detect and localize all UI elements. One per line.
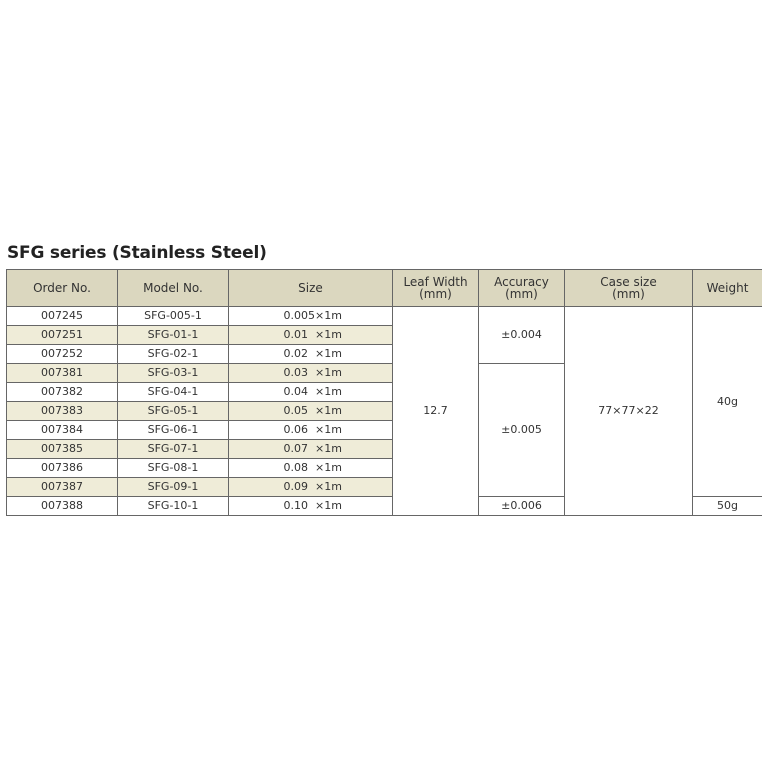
order-no-cell: 007382 xyxy=(7,383,118,402)
size-cell xyxy=(229,402,393,421)
header-accuracy-unit: (mm) xyxy=(505,287,538,301)
order-no-cell: 007245 xyxy=(7,307,118,326)
order-no-cell: 007381 xyxy=(7,364,118,383)
order-no-cell: 007384 xyxy=(7,421,118,440)
model-no-cell: SFG-07-1 xyxy=(118,440,229,459)
spec-table xyxy=(6,269,762,516)
size-value: 0.04 ×1m xyxy=(283,385,342,398)
table-row xyxy=(7,307,762,326)
size-cell xyxy=(229,307,393,326)
size-cell xyxy=(229,364,393,383)
model-no-cell: SFG-06-1 xyxy=(118,421,229,440)
size-value: 0.07 ×1m xyxy=(283,442,342,455)
size-cell xyxy=(229,326,393,345)
model-no-cell: SFG-08-1 xyxy=(118,459,229,478)
size-value: 0.06 ×1m xyxy=(283,423,342,436)
accuracy-cell-1: ±0.004 xyxy=(479,307,565,364)
header-size: Size xyxy=(229,270,393,307)
model-no-cell: SFG-03-1 xyxy=(118,364,229,383)
header-row xyxy=(7,270,762,307)
header-leaf-width-unit: (mm) xyxy=(419,287,452,301)
weight-cell-2: 50g xyxy=(693,497,762,516)
size-cell xyxy=(229,459,393,478)
size-cell xyxy=(229,421,393,440)
leaf-width-cell: 12.7 xyxy=(393,307,479,516)
model-no-cell: SFG-09-1 xyxy=(118,478,229,497)
size-cell xyxy=(229,440,393,459)
order-no-cell: 007388 xyxy=(7,497,118,516)
order-no-cell: 007386 xyxy=(7,459,118,478)
header-accuracy xyxy=(479,270,565,307)
size-cell xyxy=(229,478,393,497)
size-value: 0.02 ×1m xyxy=(283,347,342,360)
header-weight: Weight xyxy=(693,270,762,307)
order-no-cell: 007251 xyxy=(7,326,118,345)
case-size-cell: 77×77×22 xyxy=(565,307,693,516)
header-case-size-unit: (mm) xyxy=(612,287,645,301)
accuracy-cell-2: ±0.005 xyxy=(479,364,565,497)
size-value: 0.01 ×1m xyxy=(283,328,342,341)
size-value: 0.05 ×1m xyxy=(283,404,342,417)
size-value: 0.08 ×1m xyxy=(283,461,342,474)
header-case-size xyxy=(565,270,693,307)
header-leaf-width-label: Leaf Width xyxy=(403,275,468,289)
order-no-cell: 007385 xyxy=(7,440,118,459)
accuracy-cell-3: ±0.006 xyxy=(479,497,565,516)
size-cell xyxy=(229,497,393,516)
header-accuracy-label: Accuracy xyxy=(494,275,549,289)
order-no-cell: 007383 xyxy=(7,402,118,421)
header-model-no: Model No. xyxy=(118,270,229,307)
size-value: 0.005×1m xyxy=(283,309,342,322)
model-no-cell: SFG-005-1 xyxy=(118,307,229,326)
model-no-cell: SFG-01-1 xyxy=(118,326,229,345)
header-order-no: Order No. xyxy=(7,270,118,307)
size-value: 0.03 ×1m xyxy=(283,366,342,379)
order-no-cell: 007252 xyxy=(7,345,118,364)
model-no-cell: SFG-02-1 xyxy=(118,345,229,364)
size-value: 0.09 ×1m xyxy=(283,480,342,493)
header-case-size-label: Case size xyxy=(600,275,657,289)
model-no-cell: SFG-10-1 xyxy=(118,497,229,516)
size-cell xyxy=(229,383,393,402)
order-no-cell: 007387 xyxy=(7,478,118,497)
model-no-cell: SFG-05-1 xyxy=(118,402,229,421)
weight-cell-1: 40g xyxy=(693,307,762,497)
header-leaf-width xyxy=(393,270,479,307)
model-no-cell: SFG-04-1 xyxy=(118,383,229,402)
size-value: 0.10 ×1m xyxy=(283,499,342,512)
size-cell xyxy=(229,345,393,364)
page-title: SFG series (Stainless Steel) xyxy=(7,243,267,263)
